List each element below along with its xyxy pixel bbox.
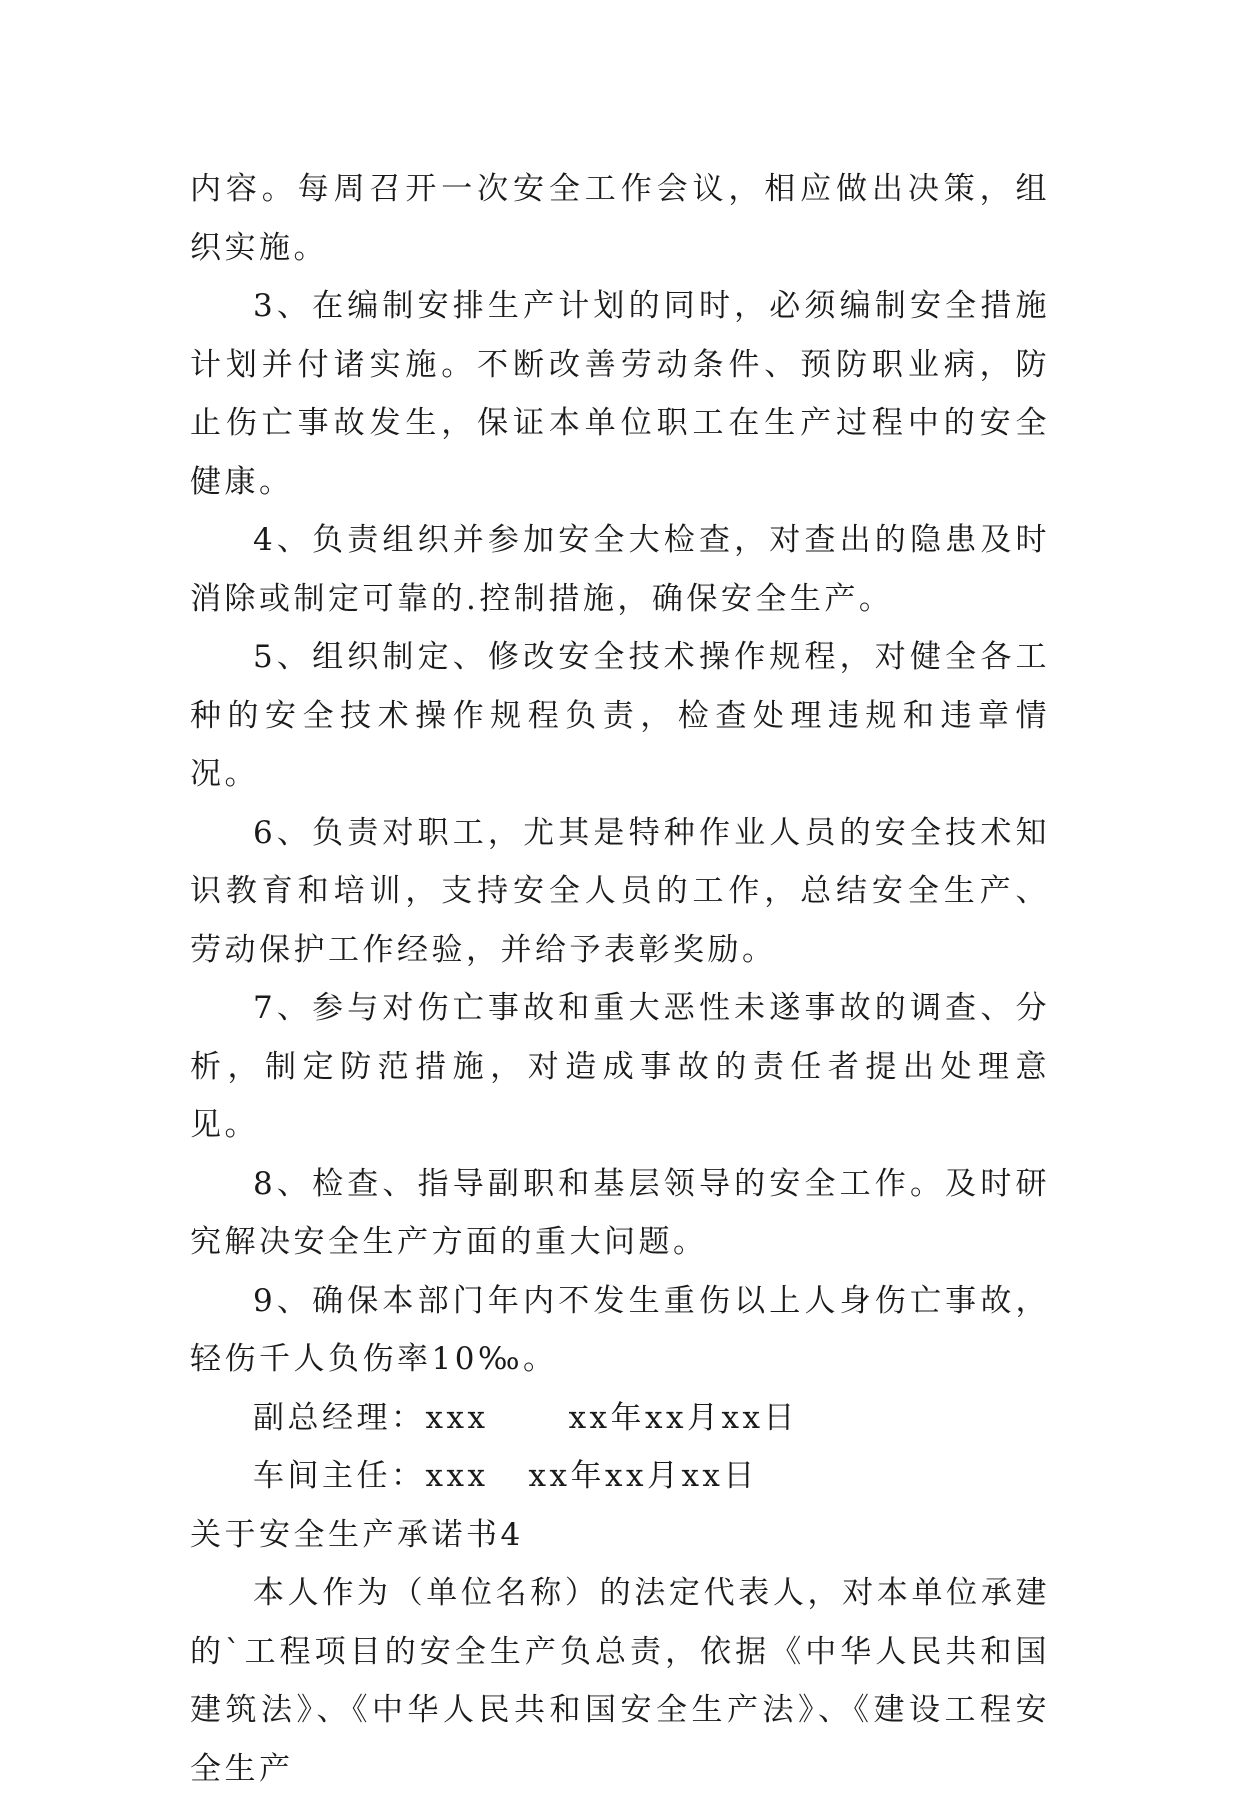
paragraph-meeting: 内容。每周召开一次安全工作会议，相应做出决策，组织实施。 [190, 171, 1050, 266]
signature-workshop-director: 车间主任：xxx xx年xx月xx日 [253, 1458, 758, 1494]
paragraph-item-8: 8、检查、指导副职和基层领导的安全工作。及时研究解决安全生产方面的重大问题。 [190, 1165, 1050, 1260]
paragraph-item-7: 7、参与对伤亡事故和重大恶性未遂事故的调查、分析，制定防范措施，对造成事故的责任者提出处理意见。 [190, 990, 1050, 1143]
paragraph-item-3: 3、在编制安排生产计划的同时，必须编制安全措施计划并付诸实施。不断改善劳动条件、预防职业病，防止伤亡事故发生，保证本单位职工在生产过程中的安全健康。 [190, 288, 1050, 500]
paragraph-item-4: 4、负责组织并参加安全大检查，对查出的隐患及时消除或制定可靠的.控制措施，确保安全生产。 [190, 522, 1050, 617]
paragraph-item-9: 9、确保本部门年内不发生重伤以上人身伤亡事故，轻伤千人负伤率10‰。 [190, 1282, 1050, 1377]
section-heading: 关于安全生产承诺书4 [190, 1516, 524, 1553]
section-body-paragraph: 本人作为（单位名称）的法定代表人，对本单位承建的`工程项目的安全生产负总责，依据《中华人民共和国建筑法》、《中华人民共和国安全生产法》、《建设工程安全生产 [190, 1575, 1050, 1787]
signature-deputy-gm: 副总经理：xxx xx年xx月xx日 [253, 1399, 798, 1436]
paragraph-item-5: 5、组织制定、修改安全技术操作规程，对健全各工种的安全技术操作规程负责，检查处理违规和违章情况。 [190, 639, 1050, 792]
document-body [190, 160, 1050, 1798]
paragraph-item-6: 6、负责对职工，尤其是特种作业人员的安全技术知识教育和培训，支持安全人员的工作，总结安全生产、劳动保护工作经验，并给予表彰奖励。 [190, 814, 1050, 968]
